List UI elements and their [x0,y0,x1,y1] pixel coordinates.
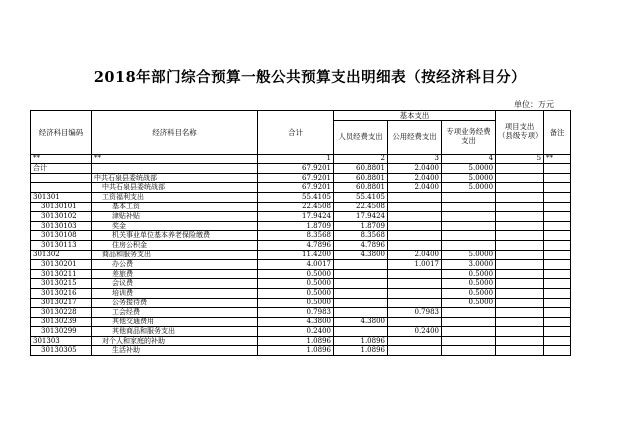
table-row [31,269,571,279]
header-basic: 基本支出 [334,111,496,121]
cell-code: 30130108 [31,231,92,241]
cell-special [442,346,496,356]
cell-code: 30130113 [31,240,92,250]
index-cell: ** [92,154,258,164]
cell-total: 0.5000 [258,269,334,279]
cell-empty [544,231,571,241]
cell-personnel: 1.0896 [334,346,388,356]
cell-total: 8.3568 [258,231,334,241]
cell-personnel: 60.8801 [334,183,388,193]
cell-empty [544,212,571,222]
header-personnel: 人员经费支出 [334,120,388,154]
cell-public [388,240,442,250]
cell-name: 办公费 [92,260,258,270]
table-row [31,327,571,337]
cell-special [442,192,496,202]
table-row [31,231,571,241]
cell-empty [544,221,571,231]
cell-empty [496,192,544,202]
cell-empty [496,164,544,174]
cell-special: 5.0000 [442,164,496,174]
cell-total: 0.7983 [258,308,334,318]
index-cell: 3 [388,154,442,164]
cell-special: 5.0000 [442,173,496,183]
cell-personnel [334,260,388,270]
cell-special [442,336,496,346]
cell-empty [496,173,544,183]
cell-total: 4.3800 [258,317,334,327]
cell-special: 0.5000 [442,288,496,298]
index-cell: 5 [496,154,544,164]
cell-empty [496,231,544,241]
cell-code: 30130216 [31,288,92,298]
cell-total: 0.5000 [258,279,334,289]
cell-personnel [334,308,388,318]
cell-empty [544,336,571,346]
cell-total: 0.5000 [258,298,334,308]
cell-code: 30130228 [31,308,92,318]
cell-personnel: 4.3800 [334,250,388,260]
cell-personnel [334,298,388,308]
index-cell: ** [544,154,571,164]
table-row [31,346,571,356]
cell-special: 0.5000 [442,269,496,279]
cell-personnel [334,288,388,298]
cell-code: 30130201 [31,260,92,270]
column-index-row [31,154,571,164]
cell-code: 30130101 [31,202,92,212]
cell-empty [496,317,544,327]
cell-public [388,269,442,279]
cell-special [442,221,496,231]
cell-code [31,173,92,183]
cell-public [388,221,442,231]
table-row [31,212,571,222]
table-row [31,260,571,270]
table-row [31,250,571,260]
table-row [31,288,571,298]
header-name: 经济科目名称 [92,111,258,155]
cell-empty [544,279,571,289]
cell-total: 1.0896 [258,336,334,346]
cell-code: 30130211 [31,269,92,279]
index-cell: 2 [334,154,388,164]
table-row [31,298,571,308]
cell-empty [496,327,544,337]
cell-public [388,336,442,346]
cell-empty [496,308,544,318]
budget-table [30,110,571,356]
header-total: 合计 [258,111,334,155]
cell-total: 67.9201 [258,173,334,183]
cell-special: 3.0000 [442,260,496,270]
header-special: 专项业务经费支出 [442,120,496,154]
cell-personnel: 1.8709 [334,221,388,231]
cell-code: 30130239 [31,317,92,327]
cell-public [388,231,442,241]
cell-public [388,298,442,308]
cell-empty [544,346,571,356]
table-row [31,308,571,318]
cell-empty [544,288,571,298]
cell-empty [544,250,571,260]
cell-personnel [334,269,388,279]
cell-empty [544,327,571,337]
cell-empty [496,240,544,250]
cell-code: 30130299 [31,327,92,337]
cell-name: 其他商品和服务支出 [92,327,258,337]
cell-personnel: 4.7896 [334,240,388,250]
cell-total: 0.2400 [258,327,334,337]
cell-code: 30130103 [31,221,92,231]
cell-total: 17.9424 [258,212,334,222]
cell-name: 其他交通费用 [92,317,258,327]
cell-name: 中共石泉县委统战部 [92,183,258,193]
cell-name: 奖金 [92,221,258,231]
cell-name: 差旅费 [92,269,258,279]
cell-public [388,317,442,327]
cell-empty [496,221,544,231]
cell-personnel: 60.8801 [334,173,388,183]
cell-public [388,192,442,202]
cell-empty [544,202,571,212]
cell-total: 67.9201 [258,183,334,193]
cell-empty [544,173,571,183]
cell-code: 合计 [31,164,92,174]
cell-personnel: 55.4105 [334,192,388,202]
header-project: 项目支出（县级专项） [496,111,544,155]
cell-public [388,202,442,212]
header-remark: 备注 [544,111,571,155]
cell-total: 11.4200 [258,250,334,260]
cell-empty [496,183,544,193]
cell-empty [496,336,544,346]
cell-total: 4.0017 [258,260,334,270]
cell-public [388,288,442,298]
table-row [31,183,571,193]
cell-code: 301303 [31,336,92,346]
cell-total: 4.7896 [258,240,334,250]
cell-public: 2.0400 [388,250,442,260]
cell-public: 2.0400 [388,173,442,183]
table-row [31,202,571,212]
cell-empty [544,164,571,174]
cell-public: 2.0400 [388,183,442,193]
cell-special [442,212,496,222]
cell-code: 30130102 [31,212,92,222]
cell-name: 住房公积金 [92,240,258,250]
cell-public: 0.7983 [388,308,442,318]
unit-label: 单位：万元 [514,100,554,109]
cell-name: 公务接待费 [92,298,258,308]
cell-code [31,183,92,193]
cell-total: 1.0896 [258,346,334,356]
cell-special: 5.0000 [442,250,496,260]
table-row [31,240,571,250]
cell-personnel: 8.3568 [334,231,388,241]
table-row [31,192,571,202]
cell-name: 培训费 [92,288,258,298]
cell-empty [496,298,544,308]
cell-total: 1.8709 [258,221,334,231]
cell-empty [544,183,571,193]
cell-empty [496,269,544,279]
cell-name: 生活补助 [92,346,258,356]
cell-personnel: 60.8801 [334,164,388,174]
cell-public [388,279,442,289]
page-title: 2018年部门综合预算一般公共预算支出明细表（按经济科目分） [93,69,527,86]
cell-empty [544,308,571,318]
cell-empty [544,317,571,327]
cell-name: 商品和服务支出 [92,250,258,260]
table-row [31,164,571,174]
cell-special [442,327,496,337]
cell-empty [544,298,571,308]
cell-personnel [334,327,388,337]
cell-public: 0.2400 [388,327,442,337]
cell-name: 对个人和家庭的补助 [92,336,258,346]
cell-empty [496,346,544,356]
index-cell: ** [31,154,92,164]
cell-public [388,346,442,356]
cell-special [442,202,496,212]
cell-total: 0.5000 [258,288,334,298]
cell-code: 30130217 [31,298,92,308]
cell-personnel: 4.3800 [334,317,388,327]
table-row [31,221,571,231]
cell-code: 30130215 [31,279,92,289]
cell-total: 22.4508 [258,202,334,212]
cell-name: 工会经费 [92,308,258,318]
cell-personnel [334,279,388,289]
cell-name: 基本工资 [92,202,258,212]
cell-name: 会议费 [92,279,258,289]
cell-personnel: 1.0896 [334,336,388,346]
cell-total: 55.4105 [258,192,334,202]
cell-total: 67.9201 [258,164,334,174]
cell-personnel: 17.9424 [334,212,388,222]
cell-name: 津贴补贴 [92,212,258,222]
cell-name [92,164,258,174]
cell-code: 30130305 [31,346,92,356]
cell-empty [544,240,571,250]
cell-special [442,240,496,250]
index-cell: 1 [258,154,334,164]
table-row [31,279,571,289]
cell-name: 中共石泉县委统战部 [92,173,258,183]
cell-code: 301301 [31,192,92,202]
cell-empty [496,202,544,212]
table-row [31,336,571,346]
cell-public [388,212,442,222]
cell-name: 工资福利支出 [92,192,258,202]
cell-special: 0.5000 [442,298,496,308]
cell-empty [496,279,544,289]
table-row [31,173,571,183]
cell-public: 1.0017 [388,260,442,270]
cell-empty [544,260,571,270]
header-code: 经济科目编码 [31,111,92,155]
cell-empty [496,288,544,298]
cell-special [442,317,496,327]
cell-public: 2.0400 [388,164,442,174]
cell-empty [496,212,544,222]
table-row [31,317,571,327]
cell-special: 0.5000 [442,279,496,289]
cell-empty [496,260,544,270]
cell-special: 5.0000 [442,183,496,193]
cell-personnel: 22.4508 [334,202,388,212]
cell-empty [544,269,571,279]
header-public: 公用经费支出 [388,120,442,154]
index-cell: 4 [442,154,496,164]
cell-empty [544,192,571,202]
cell-code: 301302 [31,250,92,260]
cell-special [442,308,496,318]
cell-empty [496,250,544,260]
cell-special [442,231,496,241]
cell-name: 机关事业单位基本养老保险缴费 [92,231,258,241]
